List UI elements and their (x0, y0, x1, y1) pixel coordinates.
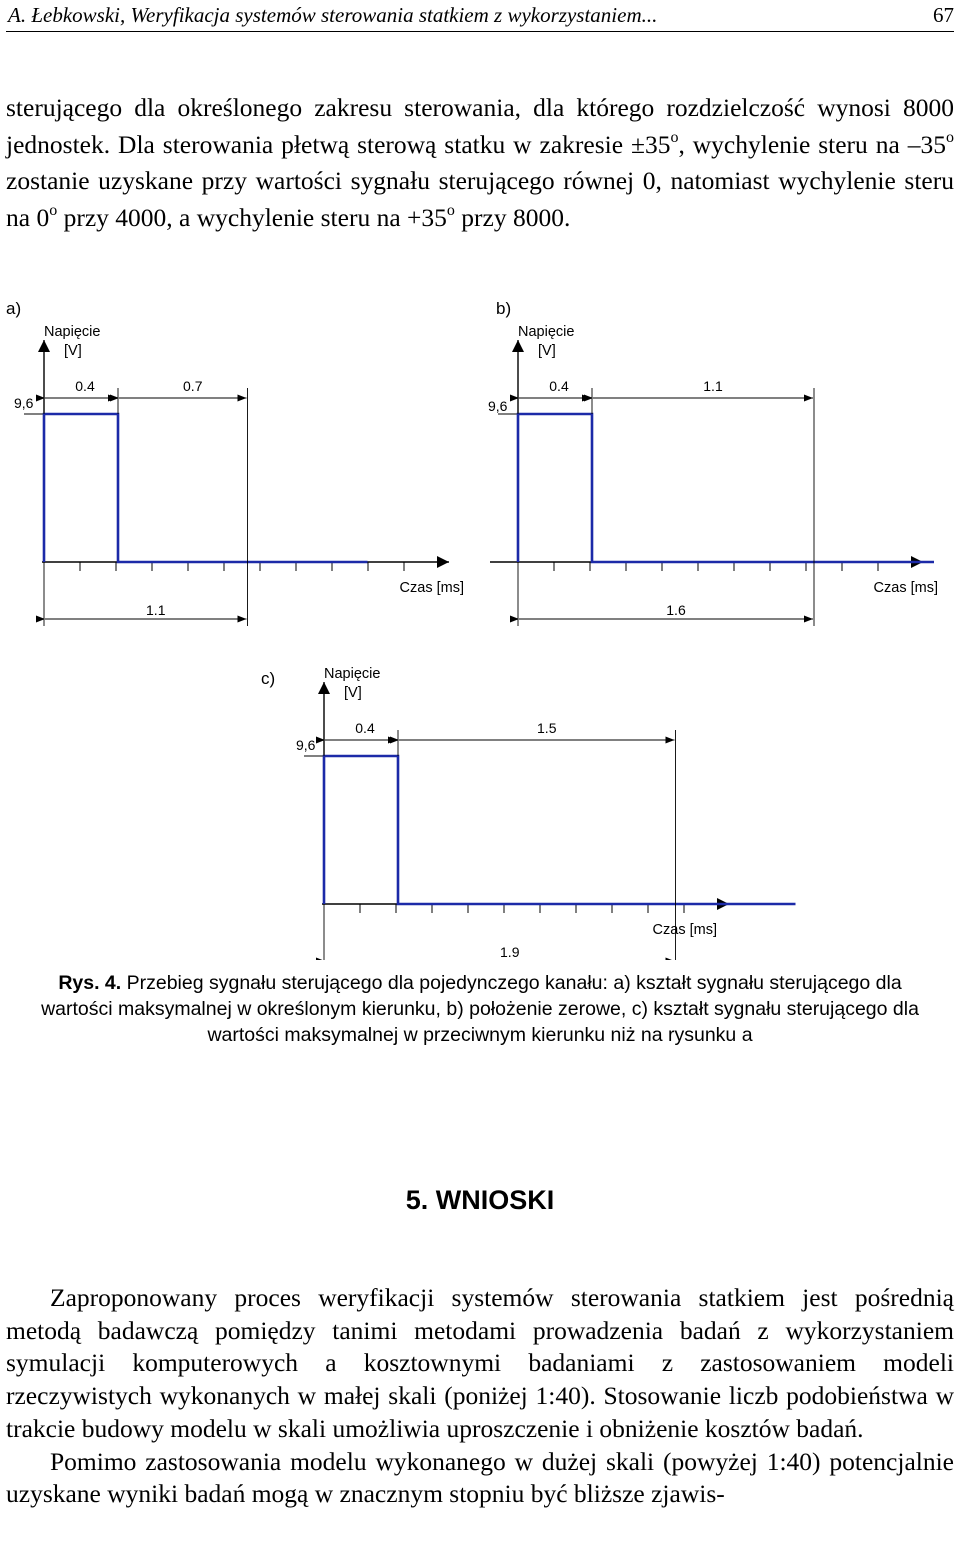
signal-figure (0, 290, 960, 960)
waveform (44, 414, 368, 562)
panel-label: a) (6, 299, 22, 318)
high-width-label: 0.4 (355, 720, 375, 736)
x-axis-ticks (554, 562, 878, 571)
degree-mark-3: o (49, 201, 58, 219)
running-header (8, 3, 954, 28)
section-heading: 5. WNIOSKI (405, 1185, 555, 1215)
header-rule (6, 31, 954, 32)
degree-mark-2: o (945, 128, 954, 146)
page-number: 67 (933, 3, 954, 27)
para1-seg-1: sterującego dla określonego zakresu sterowania, dla którego rozdzielczość wynosi 8000 jednostek. Dla sterowania płetwą sterową statku w zakresie ±35 (6, 93, 954, 159)
period-label: 1.6 (666, 602, 686, 618)
y-axis-label-2: [V] (344, 685, 362, 701)
x-axis-ticks (80, 562, 404, 571)
amplitude-label: 9,6 (14, 395, 34, 411)
low-width-label: 1.5 (537, 720, 557, 736)
y-axis-label-1: Napięcie (324, 666, 381, 682)
caption-text: Przebieg sygnału sterującego dla pojedynczego kanału: a) kształt sygnału sterującego dla wartości maksymalnej w określonym kierunku, b) położenie zerowe, c) kształt sygnału sterującego dla wartości maksymalnej w przeciwnym kierunku niż na rysunku a (41, 972, 919, 1046)
x-axis-ticks (360, 904, 684, 913)
period-label: 1.1 (146, 602, 166, 618)
panel-b (488, 299, 938, 626)
period-label: 1.9 (500, 944, 520, 960)
panel-label: b) (496, 299, 512, 318)
x-axis-label: Czas [ms] (652, 922, 717, 938)
caption-label: Rys. 4. (58, 972, 122, 994)
running-header-title: A. Łebkowski, Weryfikacja systemów sterowania statkiem z wykorzystaniem... (8, 3, 658, 27)
amplitude-label: 9,6 (296, 737, 316, 753)
body-paragraph-2 (6, 1282, 954, 1511)
waveform (518, 414, 934, 562)
high-width-label: 0.4 (549, 378, 569, 394)
amplitude-label: 9,6 (488, 398, 508, 414)
panel-a (6, 299, 464, 626)
y-axis-label-2: [V] (64, 343, 82, 359)
waveform (324, 756, 796, 904)
degree-mark-4: o (446, 201, 455, 219)
y-axis-label-2: [V] (538, 343, 556, 359)
low-width-label: 1.1 (703, 378, 723, 394)
figure-caption (40, 970, 920, 1048)
para2-seg-2: Pomimo zastosowania modelu wykonanego w dużej skali (powyżej 1:40) potencjalnie uzyskane wyniki badań mogą w znacznym stopniu być bliższe zjawis- (6, 1446, 954, 1509)
y-axis-label-1: Napięcie (518, 324, 575, 340)
low-width-label: 0.7 (183, 378, 203, 394)
body-paragraph-1 (6, 90, 954, 236)
para1-seg-5: przy 8000. (454, 202, 571, 232)
x-axis-label: Czas [ms] (873, 580, 938, 596)
para1-seg-3: zostanie uzyskane przy wartości sygnału sterującego równej 0, natomiast wychylenie steru na 0 (6, 166, 954, 232)
high-width-label: 0.4 (75, 378, 95, 394)
panel-c (261, 666, 796, 960)
para2-seg-1: Zaproponowany proces weryfikacji systemów sterowania statkiem jest pośrednią metodą badawczą pomiędzy tanimi metodami prowadzenia badań z wykorzystaniem symulacji komputerowych a kosztownymi badaniami z zastosowaniem modeli rzeczywistych wykonanych w małej skali (poniżej 1:40). Stosowanie liczb podobieństwa w trakcie budowy modelu w skali umożliwia uproszczenie i obniżenie kosztów badań. (6, 1283, 954, 1443)
para1-seg-2: , wychylenie steru na –35 (678, 129, 946, 159)
y-axis-label-1: Napięcie (44, 324, 101, 340)
x-axis-label: Czas [ms] (399, 580, 464, 596)
panel-label: c) (261, 669, 276, 688)
para1-seg-4: przy 4000, a wychylenie steru na +35 (57, 202, 447, 232)
degree-mark-1: o (670, 128, 679, 146)
